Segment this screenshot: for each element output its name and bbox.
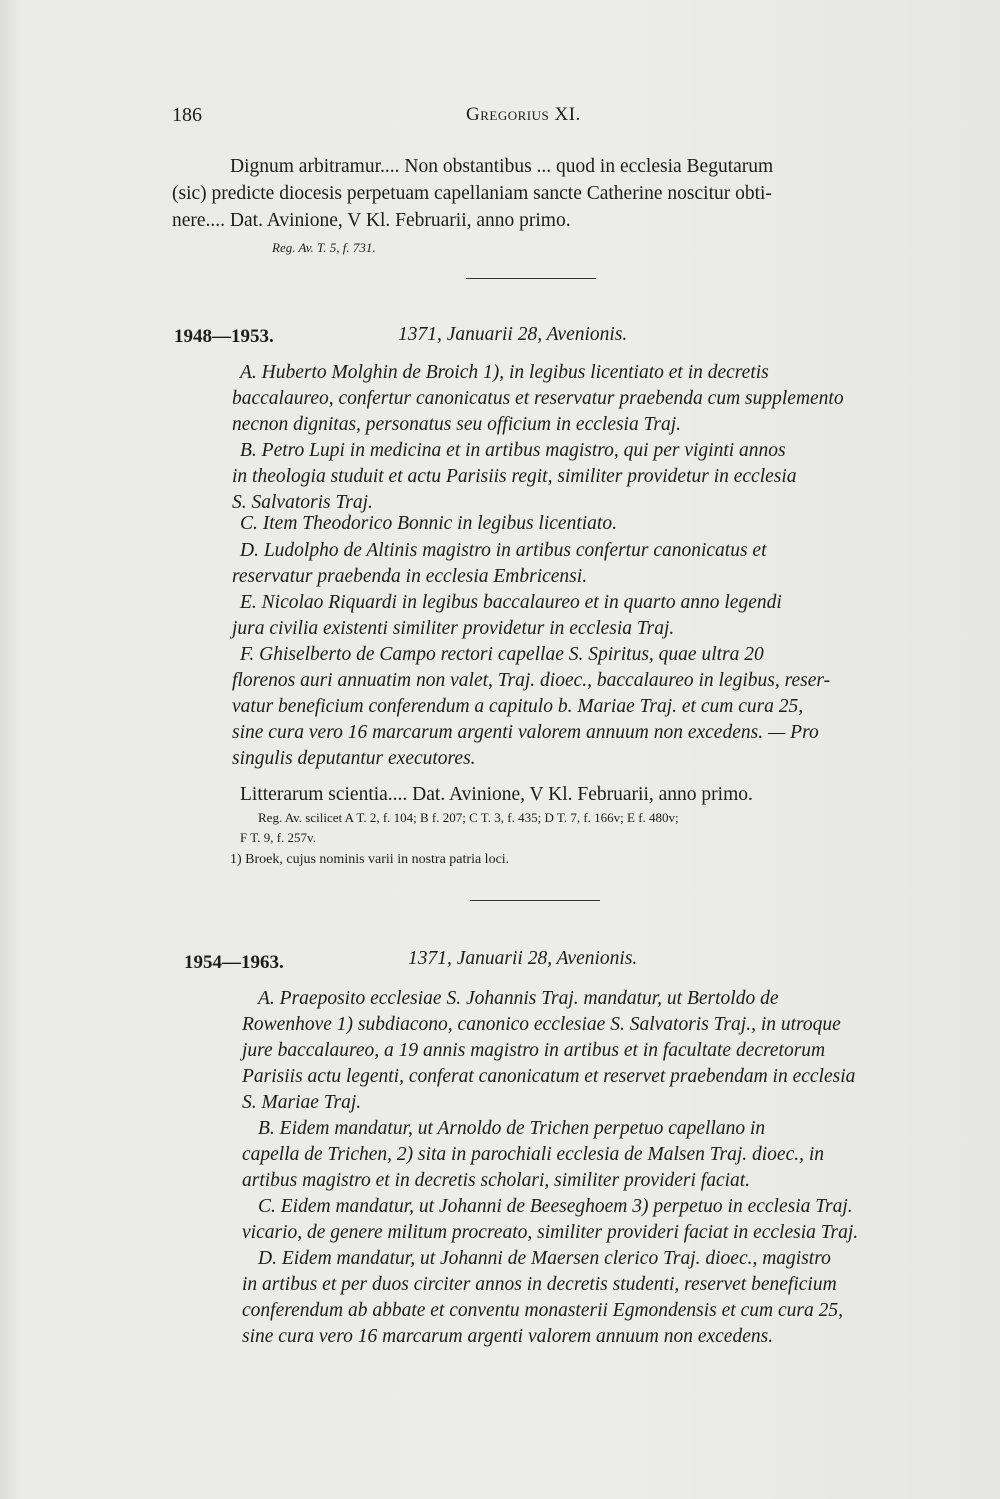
entry-line: vicario, de genere militum procreato, similiter provideri faciat in ecclesia Traj. [242, 1222, 859, 1243]
entry-line: reservatur praebenda in ecclesia Embricensi. [232, 566, 588, 587]
entry-line: Parisiis actu legenti, conferat canonicatum et reservet praebendam in ecclesia [242, 1066, 856, 1087]
section-divider [470, 900, 600, 901]
entry-number: 1954—1963. [184, 952, 284, 973]
entry-line: S. Salvatoris Traj. [232, 492, 373, 513]
entry-line: C. Eidem mandatur, ut Johanni de Beeseghoem 3) perpetuo in ecclesia Traj. [258, 1196, 853, 1217]
entry-line: A. Huberto Molghin de Broich 1), in legibus licentiato et in decretis [240, 362, 769, 383]
page-number: 186 [172, 104, 202, 126]
section-divider [466, 278, 596, 279]
intro-reference: Reg. Av. T. 5, f. 731. [272, 240, 376, 255]
running-title: Gregorius XI. [466, 104, 581, 125]
entry-line: E. Nicolao Riquardi in legibus baccalaureo et in quarto anno legendi [240, 592, 782, 613]
entry-line: florenos auri annuatim non valet, Traj. dioec., baccalaureo in legibus, reser- [232, 670, 831, 691]
entry-line: vatur beneficium conferendum a capitulo b. Mariae Traj. et cum cura 25, [232, 696, 804, 717]
entry-line: D. Eidem mandatur, ut Johanni de Maersen clerico Traj. dioec., magistro [258, 1248, 831, 1269]
entry-line: S. Mariae Traj. [242, 1092, 362, 1113]
entry-line: A. Praeposito ecclesiae S. Johannis Traj. mandatur, ut Bertoldo de [258, 988, 779, 1009]
entry-line: capella de Trichen, 2) sita in parochiali ecclesia de Malsen Traj. dioec., in [242, 1144, 825, 1165]
footnote: 1) Broek, cujus nominis varii in nostra patria loci. [230, 852, 510, 867]
entry-line: jure baccalaureo, a 19 annis magistro in artibus et in facultate decretorum [242, 1040, 826, 1061]
entry-date: 1371, Januarii 28, Avenionis. [398, 324, 628, 345]
intro-line: Dignum arbitramur.... Non obstantibus ... quod in ecclesia Begutarum [230, 156, 774, 177]
entry-line: F. Ghiselberto de Campo rectori capellae S. Spiritus, quae ultra 20 [240, 644, 764, 665]
entry-line: in theologia studuit et actu Parisiis regit, similiter providetur in ecclesia [232, 466, 797, 487]
entry-line: singulis deputantur executores. [232, 748, 476, 769]
entry-line: B. Petro Lupi in medicina et in artibus magistro, qui per viginti annos [240, 440, 786, 461]
intro-line: nere.... Dat. Avinione, V Kl. Februarii, anno primo. [172, 210, 571, 231]
entry-number: 1948—1953. [174, 326, 274, 347]
entry-line: B. Eidem mandatur, ut Arnoldo de Trichen perpetuo capellano in [258, 1118, 766, 1139]
entry-line: Rowenhove 1) subdiacono, canonico ecclesiae S. Salvatoris Traj., in utroque [242, 1014, 841, 1035]
entry-reference: F T. 9, f. 257v. [240, 830, 316, 845]
entry-reference: Reg. Av. scilicet A T. 2, f. 104; B f. 207; C T. 3, f. 435; D T. 7, f. 166v; E f. 480v; [258, 810, 679, 825]
entry-line: in artibus et per duos circiter annos in decretis studenti, reservet beneficium [242, 1274, 837, 1295]
entry-line: artibus magistro et in decretis scholari, similiter provideri faciat. [242, 1170, 751, 1191]
entry-line: baccalaureo, confertur canonicatus et reservatur praebenda cum supplemento [232, 388, 844, 409]
entry-date: 1371, Januarii 28, Avenionis. [408, 948, 638, 969]
entry-line: conferendum ab abbate et conventu monasterii Egmondensis et cum cura 25, [242, 1300, 843, 1321]
entry-closing: Litterarum scientia.... Dat. Avinione, V Kl. Februarii, anno primo. [240, 784, 753, 805]
entry-line: sine cura vero 16 marcarum argenti valorem annuum non excedens. [242, 1326, 774, 1347]
entry-line: jura civilia existenti similiter providetur in ecclesia Traj. [232, 618, 675, 639]
entry-line: sine cura vero 16 marcarum argenti valorem annuum non excedens. — Pro [232, 722, 819, 743]
entry-line: D. Ludolpho de Altinis magistro in artibus confertur canonicatus et [240, 540, 767, 561]
entry-line: necnon dignitas, personatus seu officium in ecclesia Traj. [232, 414, 682, 435]
intro-line: (sic) predicte diocesis perpetuam capellaniam sancte Catherine noscitur obti- [172, 183, 772, 204]
entry-line: C. Item Theodorico Bonnic in legibus licentiato. [240, 513, 617, 534]
